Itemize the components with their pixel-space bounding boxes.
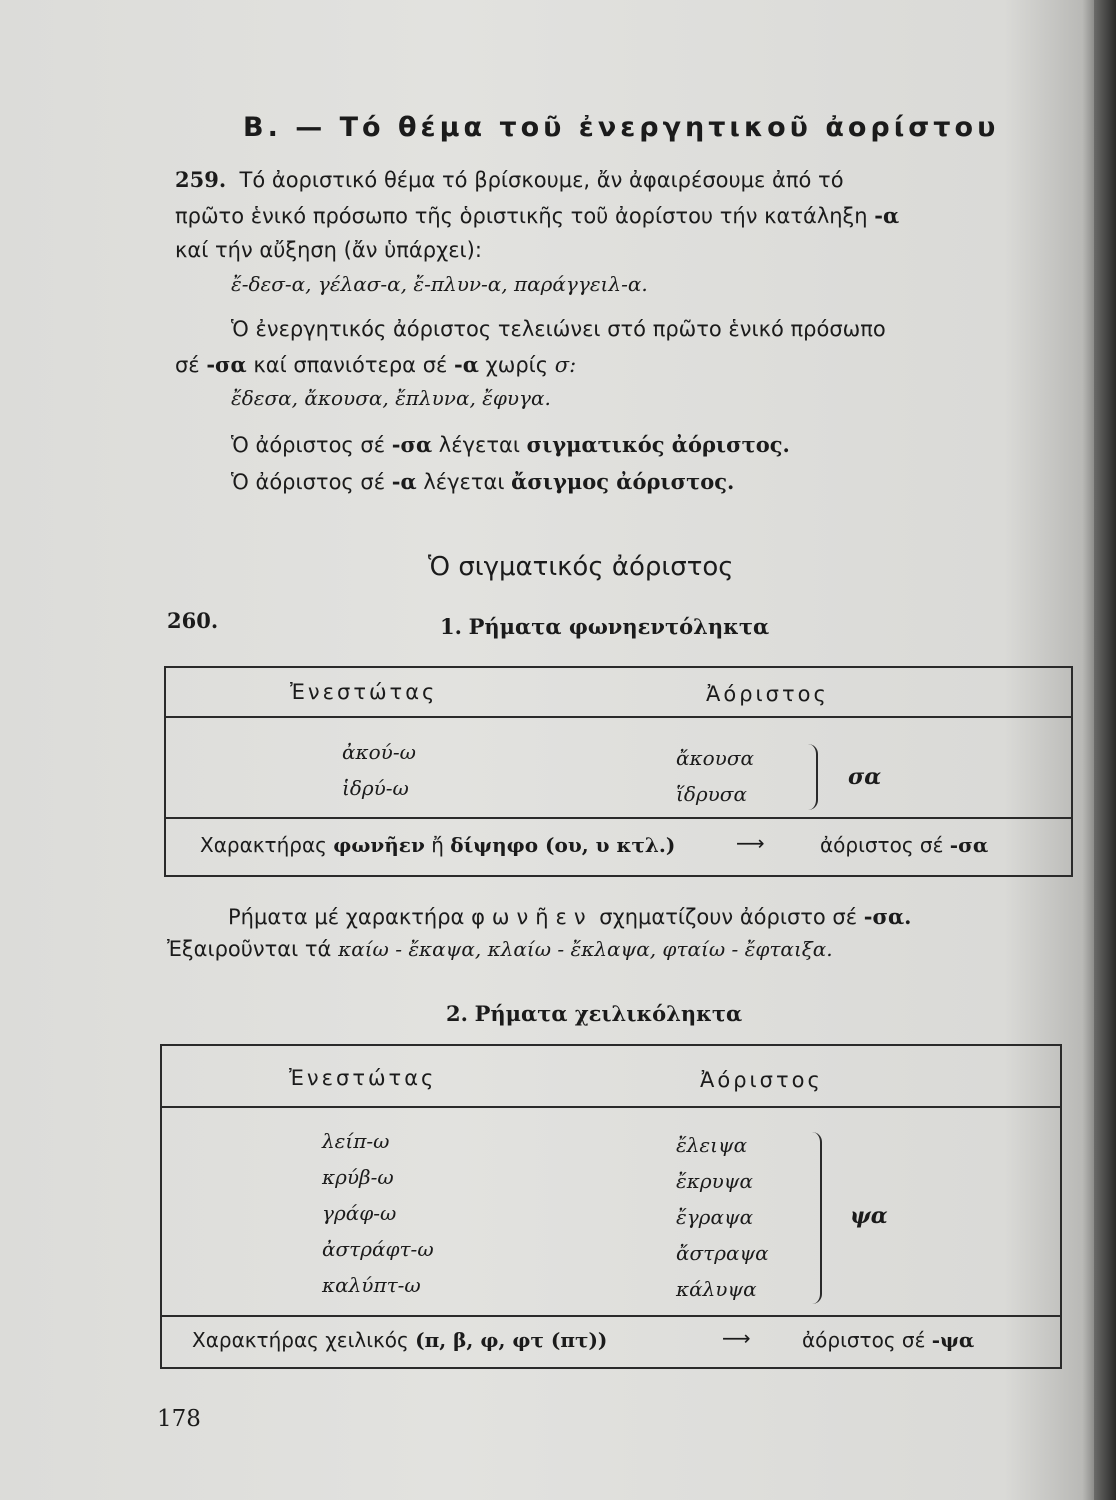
p259-line7-d: ἄσιγμος ἀόριστος. bbox=[511, 469, 735, 494]
p259-line5 bbox=[175, 347, 576, 383]
p259-example1: ἔ-δεσ-α, γέλασ-α, ἔ-πλυν-α, παράγγειλ-α. bbox=[231, 272, 648, 296]
sub1-footer-a: Χαρακτήρας bbox=[200, 833, 334, 857]
sub1-ending: σα bbox=[848, 764, 882, 790]
p259-line7-a: Ὁ ἀόριστος σέ bbox=[231, 470, 392, 494]
p259-line2-text: πρῶτο ἑνικό πρόσωπο τῆς ὁριστικῆς τοῦ ἀορίστου τήν κατάληξη bbox=[175, 204, 875, 228]
sub1-row2-aorist: ἵδρυσα bbox=[676, 782, 747, 806]
p259-line3: καί τήν αὔξηση (ἄν ὑπάρχει): bbox=[175, 238, 482, 262]
sub2-footer-b: (π, β, φ, φτ (πτ)) bbox=[415, 1328, 608, 1352]
sub1-col-present: Ἐνεστώτας bbox=[290, 680, 438, 704]
sub2-footer-f: -ψα bbox=[931, 1328, 975, 1352]
sub1-footer-d: δίψηφο (ου, υ κτλ.) bbox=[450, 833, 676, 857]
p259-line5-b: -σα bbox=[206, 352, 247, 377]
sub2-row2-aorist: ἔκρυψα bbox=[676, 1169, 753, 1193]
sub2-brace bbox=[808, 1132, 822, 1304]
p259-line5-a: σέ bbox=[175, 353, 207, 377]
sub1-footer-b: φωνῆεν bbox=[333, 833, 425, 857]
sub2-title-text: Ρήματα χειλικόληκτα bbox=[474, 1001, 743, 1026]
p259-line7 bbox=[231, 464, 734, 500]
sub2-row3-aorist: ἔγραψα bbox=[676, 1205, 754, 1229]
book-spine-shadow bbox=[1094, 0, 1116, 1500]
p259-number: 259. bbox=[175, 167, 227, 192]
sub2-row2-present: κρύβ-ω bbox=[322, 1165, 394, 1189]
note1-line2-b: καίω - ἔκαψα, κλαίω - ἔκλαψα, φταίω - ἔφταιξα. bbox=[338, 937, 833, 961]
sub1-footer-result bbox=[820, 833, 988, 857]
sub1-table bbox=[164, 666, 1073, 877]
p259-line2 bbox=[175, 198, 899, 234]
sub2-title-num: 2. bbox=[446, 1001, 468, 1026]
sub2-row4-aorist: ἄστραψα bbox=[676, 1241, 769, 1265]
note1-line2-a: Ἐξαιροῦνται τά bbox=[167, 937, 339, 961]
sub1-footer-f: -σα bbox=[949, 833, 989, 857]
sub2-row5-aorist: κάλυψα bbox=[676, 1277, 757, 1301]
sub1-table-footer bbox=[166, 817, 1071, 875]
sub2-footer-e: ἀόριστος σέ bbox=[802, 1328, 932, 1352]
note1-line1 bbox=[228, 899, 911, 935]
sub1-footer-e: ἀόριστος σέ bbox=[820, 833, 950, 857]
sub2-footer-text bbox=[192, 1328, 607, 1352]
p259-line6 bbox=[231, 427, 790, 463]
section-b-heading: Β. — Τό θέμα τοῦ ἐνεργητικοῦ ἀορίστου bbox=[243, 112, 1000, 143]
sub2-row1-present: λείπ-ω bbox=[322, 1129, 390, 1153]
sub2-footer-result bbox=[802, 1328, 974, 1352]
sub2-col-present: Ἐνεστώτας bbox=[289, 1066, 437, 1090]
sub2-col-aorist: Ἀόριστος bbox=[700, 1068, 823, 1092]
p259-line7-c: λέγεται bbox=[416, 470, 512, 494]
p259-line5-c: καί σπανιότερα σέ bbox=[246, 353, 455, 377]
p259-line5-f: σ: bbox=[554, 353, 577, 377]
sub2-row5-present: καλύπτ-ω bbox=[322, 1273, 421, 1297]
p260-number: 260. bbox=[167, 608, 219, 633]
sub1-footer-c: ἤ bbox=[424, 833, 451, 857]
p259-line6-c: λέγεται bbox=[432, 433, 527, 457]
sub1-footer-text bbox=[200, 833, 675, 857]
page-number: 178 bbox=[157, 1406, 201, 1432]
sub2-row4-present: ἀστράφτ-ω bbox=[322, 1237, 434, 1261]
sub2-ending: ψα bbox=[850, 1203, 888, 1229]
p259-line6-b: -σα bbox=[391, 432, 433, 457]
note1-line2 bbox=[167, 932, 833, 967]
arrow-icon: ⟶ bbox=[722, 1326, 751, 1350]
sub1-title-num: 1. bbox=[440, 614, 462, 639]
p259-line6-a: Ὁ ἀόριστος σέ bbox=[231, 433, 392, 457]
sub1-row1-present: ἀκού-ω bbox=[342, 740, 416, 764]
sub1-brace bbox=[806, 744, 818, 810]
sub2-row3-present: γράφ-ω bbox=[322, 1201, 397, 1225]
arrow-icon: ⟶ bbox=[736, 831, 765, 855]
sub2-table-footer bbox=[162, 1315, 1060, 1367]
sub2-table bbox=[160, 1044, 1062, 1369]
note1-line1-c: σχηματίζουν ἀόριστο σέ bbox=[592, 905, 864, 929]
sub1-title bbox=[440, 614, 769, 639]
p259-line6-d: σιγματικός ἀόριστος. bbox=[526, 432, 790, 457]
sub2-title bbox=[446, 1001, 742, 1026]
p259-line5-e: χωρίς bbox=[478, 353, 555, 377]
sub1-col-aorist: Ἀόριστος bbox=[706, 682, 829, 706]
sub2-row1-aorist: ἔλειψα bbox=[676, 1133, 748, 1157]
sub1-row1-aorist: ἄκουσα bbox=[676, 746, 754, 770]
p259-example2: ἔδεσα, ἄκουσα, ἔπλυνα, ἔφυγα. bbox=[231, 386, 551, 410]
sub1-row2-present: ἱδρύ-ω bbox=[342, 776, 409, 800]
sub1-title-text: Ρήματα φωνηεντόληκτα bbox=[468, 614, 770, 639]
note1-line1-a: Ρήματα μέ χαρακτήρα bbox=[228, 905, 472, 929]
sigmatic-heading: Ὁ σιγματικός ἀόριστος bbox=[428, 552, 734, 582]
p259-line4: Ὁ ἐνεργητικός ἀόριστος τελειώνει στό πρῶτο ἑνικό πρόσωπο bbox=[231, 317, 886, 341]
sub2-table-header bbox=[162, 1046, 1060, 1108]
p259-line1 bbox=[175, 162, 844, 198]
note1-line1-b: φωνῆεν bbox=[471, 905, 593, 929]
sub1-table-header bbox=[166, 668, 1071, 718]
p259-line7-b: -α bbox=[391, 469, 417, 494]
note1-line1-d: -σα. bbox=[863, 904, 912, 929]
p259-ending-a: -α bbox=[874, 203, 900, 228]
sub2-footer-a: Χαρακτήρας χειλικός bbox=[192, 1328, 416, 1352]
p259-line1-text: Τό ἀοριστικό θέμα τό βρίσκουμε, ἄν ἀφαιρέσουμε ἀπό τό bbox=[239, 168, 844, 192]
p259-line5-d: -α bbox=[454, 352, 479, 377]
